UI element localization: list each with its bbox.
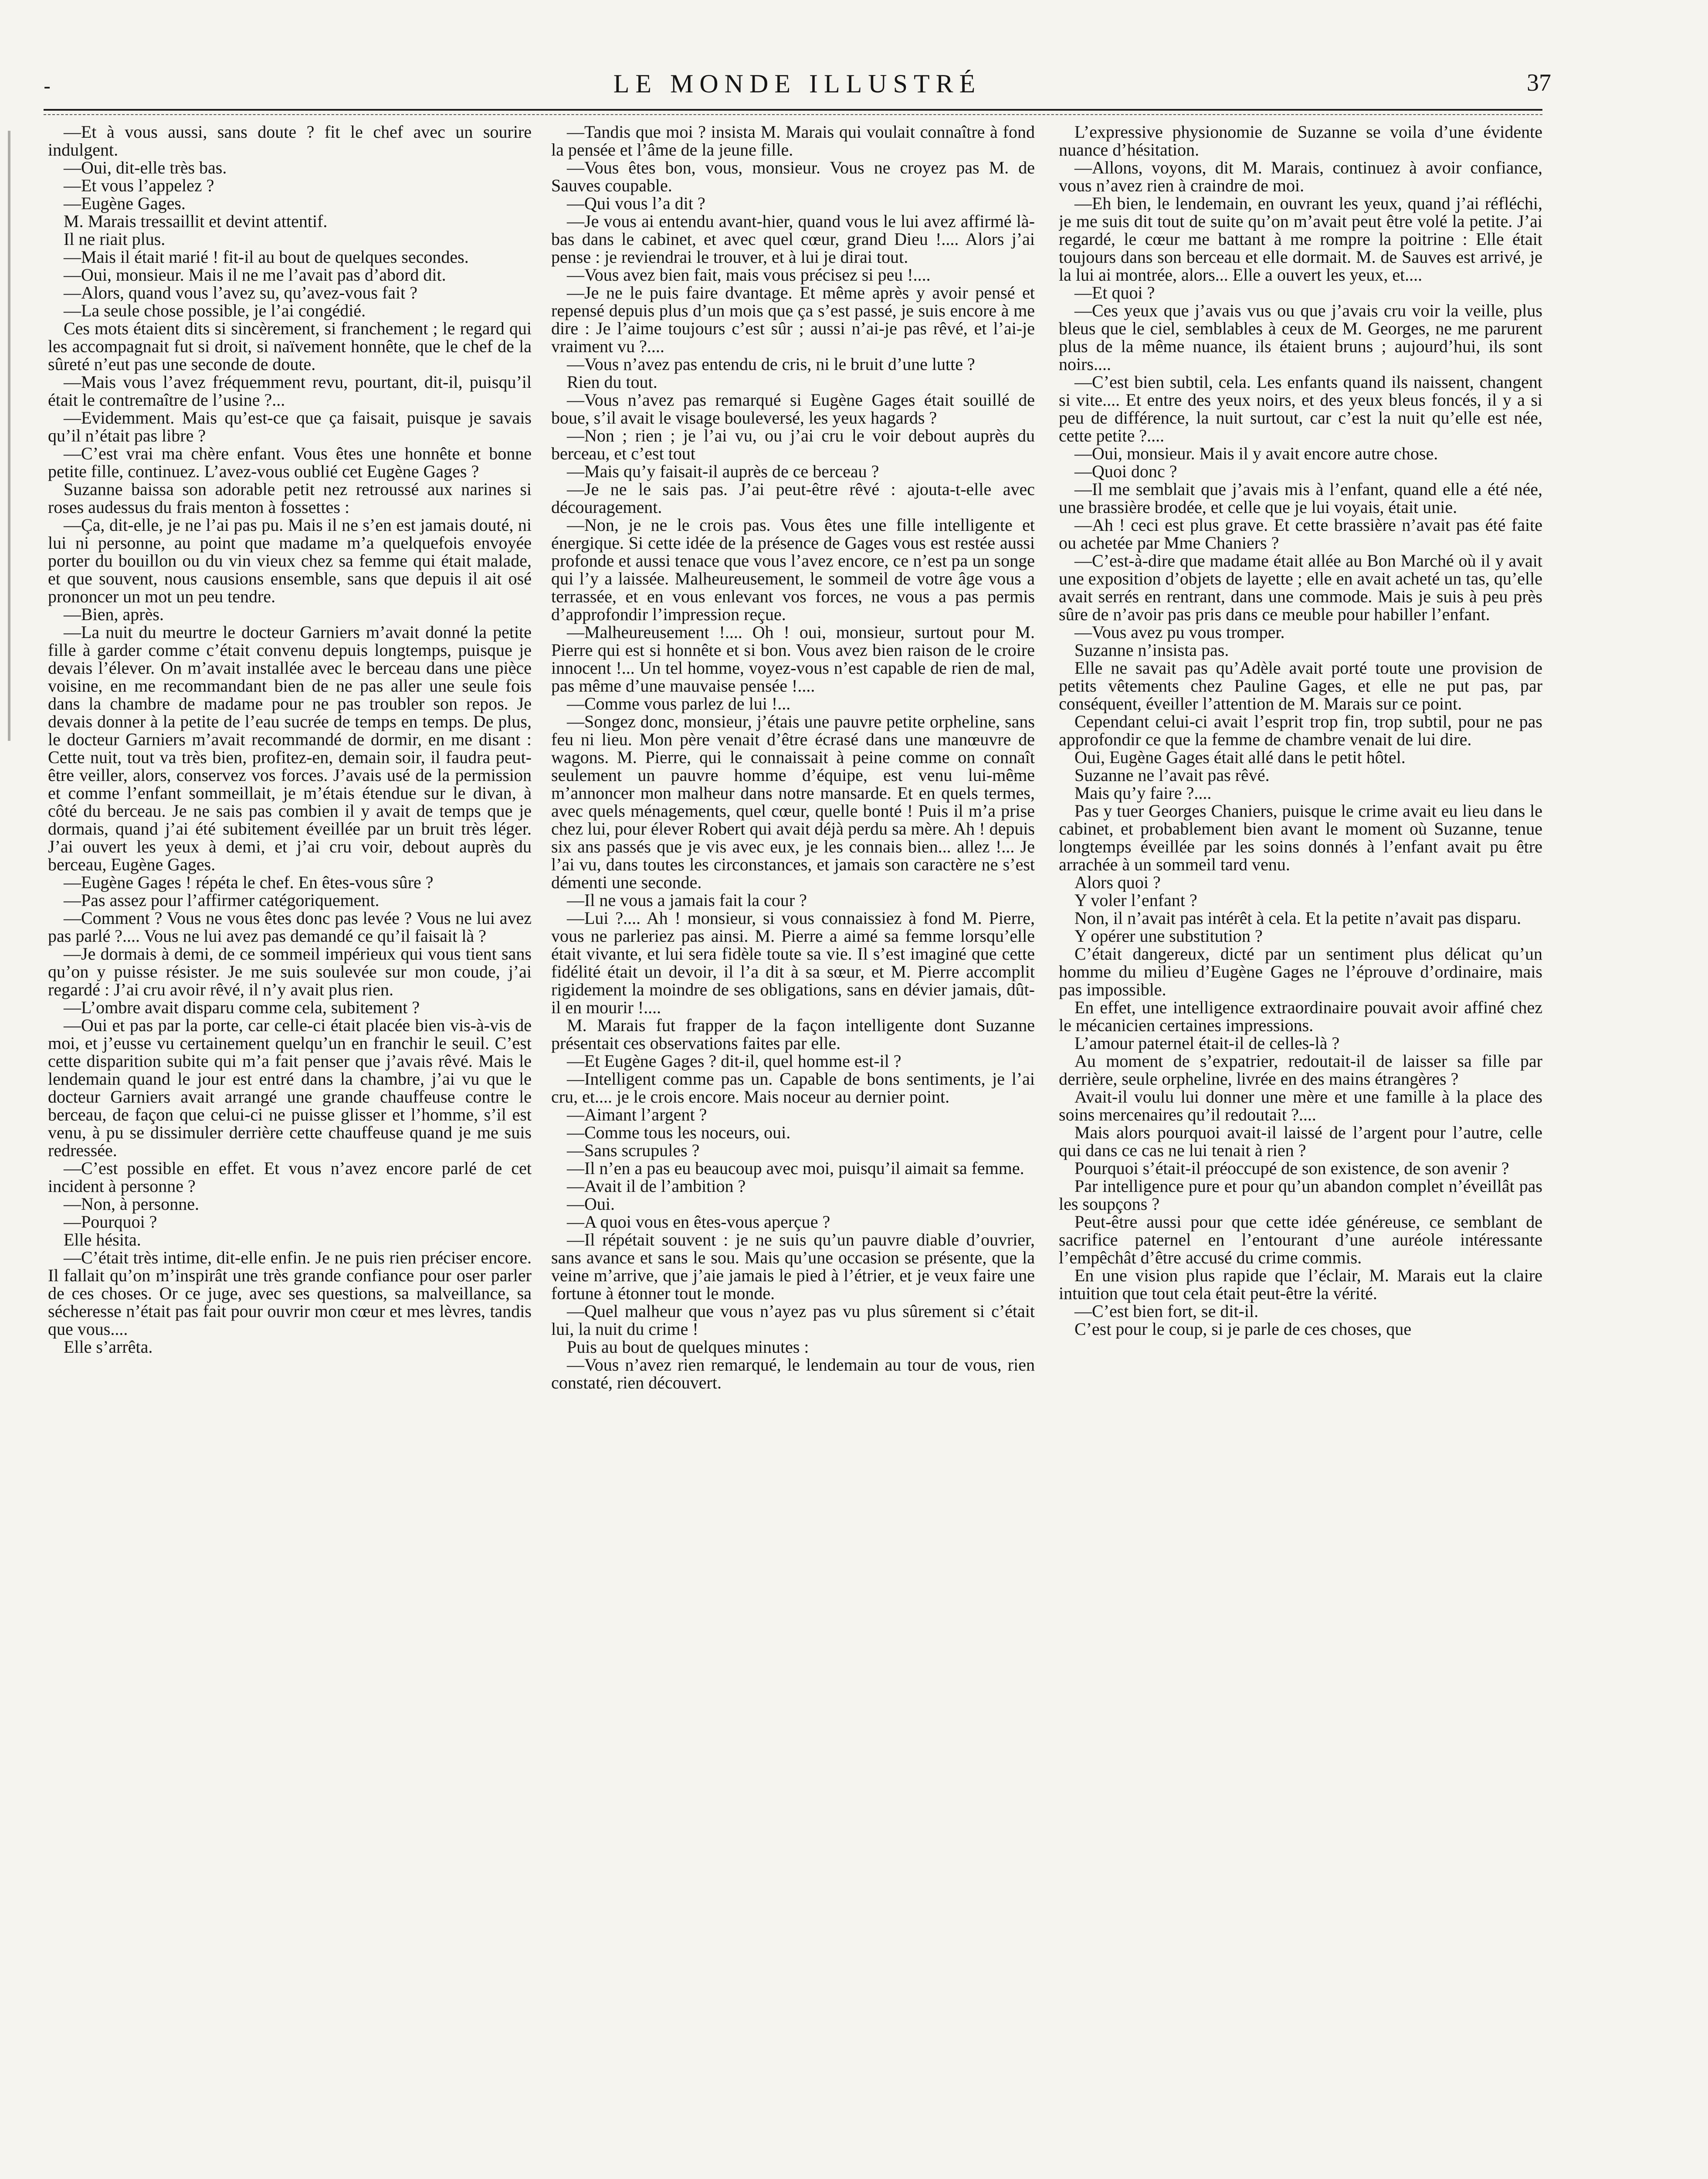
paragraph: Avait-il voulu lui donner une mère et une famille à la place des soins mercenaires qu’il redoutait ?.... — [1059, 1087, 1542, 1124]
text-column-2 — [551, 123, 1035, 2179]
paragraph: —Oui et pas par la porte, car celle-ci était placée bien vis-à-vis de moi, et j’eusse vu certainement quelqu’un en franchir le seuil. C’est cette disparition subite qui m’a fait penser que j’avais rêvé. Mais le lendemain quand le jour est entré dans la chambre, j’ai vu que le docteur Garniers avait arrangé une grande chauffeuse contre le berceau, de façon que celui-ci ne puisse glisser et l’homme, s’il est venu, à pu se dissimuler derrière cette chauffeuse quand je me suis redressée. — [48, 1015, 532, 1160]
paragraph: —Tandis que moi ? insista M. Marais qui voulait connaître à fond la pensée et l’âme de la jeune fille. — [551, 123, 1035, 160]
paragraph: —Je vous ai entendu avant-hier, quand vous le lui avez affirmé là-bas dans le cabinet, et avec quel cœur, grand Dieu !.... Alors j’ai pense : je reviendrai le trouver, et à lui je dirai tout. — [551, 211, 1035, 267]
paragraph: —Il me semblait que j’avais mis à l’enfant, quand elle a été née, une brassière brodée, et celle que je lui voyais, était unie. — [1059, 479, 1542, 517]
paragraph: —Ça, dit-elle, je ne l’ai pas pu. Mais il ne s’en est jamais douté, ni lui ni personne, au point que madame m’a quelquefois envoyée porter du bouillon ou du vin vieux chez sa femme qui était malade, et que souvent, nous causions ensemble, sans que depuis il ait osé prononcer un mot un peu tendre. — [48, 515, 532, 606]
paragraph: Alors quoi ? — [1074, 872, 1161, 892]
paragraph: —Mais qu’y faisait-il auprès de ce berceau ? — [567, 462, 879, 481]
paragraph: —Oui. — [567, 1194, 615, 1214]
paragraph: —Eugène Gages ! répéta le chef. En êtes-vous sûre ? — [64, 872, 434, 892]
paragraph: —C’est vrai ma chère enfant. Vous êtes une honnête et bonne petite fille, continuez. L’avez-vous oublié cet Eugène Gages ? — [48, 444, 532, 481]
paragraph: —C’est-à-dire que madame était allée au Bon Marché où il y avait une exposition d’objets de layette ; elle en avait acheté un tas, qu’elle avait serrés en rentrant, dans une commode. Mais je suis à peu près sûre de n’avoir pas pris dans ce meuble pour habiller l’enfant. — [1059, 551, 1542, 624]
paragraph: —Eh bien, le lendemain, en ouvrant les yeux, quand j’ai réfléchi, je me suis dit tout de suite qu’on m’avait peut être volé la petite. J’ai regardé, le cœur me battant à me rompre la poitrine : Elle était toujours dans son berceau et elle dormait. M. de Sauves est arrivé, je la lui ai montrée, alors... Elle a ouvert les yeux, et.... — [1059, 193, 1542, 285]
publication-title: LE MONDE ILLUSTRÉ — [613, 69, 982, 98]
paragraph: Y voler l’enfant ? — [1074, 890, 1197, 910]
text-column-3 — [1059, 123, 1542, 2179]
paragraph: Pas y tuer Georges Chaniers, puisque le crime avait eu lieu dans le cabinet, et probablement bien avant le moment où Suzanne, tenue longtemps éveillée par les soins donnés à l’enfant avait pu être arrachée à un sommeil tard venu. — [1059, 801, 1542, 874]
paragraph: —Oui, dit-elle très bas. — [64, 158, 227, 177]
paragraph: —Non ; rien ; je l’ai vu, ou j’ai cru le voir debout auprès du berceau, et c’est tout — [551, 426, 1035, 463]
paragraph: Mais alors pourquoi avait-il laissé de l’argent pour l’autre, celle qui dans ce cas ne lui tenait à rien ? — [1059, 1123, 1542, 1160]
paragraph: —Vous avez bien fait, mais vous précisez si peu !.... — [567, 265, 931, 285]
paragraph: —Il n’en a pas eu beaucoup avec moi, puisqu’il aimait sa femme. — [567, 1158, 1024, 1178]
paragraph: —Eugène Gages. — [64, 193, 186, 213]
paragraph: —Bien, après. — [64, 604, 164, 624]
paragraph: M. Marais fut frapper de la façon intelligente dont Suzanne présentait ces observations faites par elle. — [551, 1015, 1035, 1053]
paragraph: —Oui, monsieur. Mais il ne me l’avait pas d’abord dit. — [64, 265, 446, 285]
paragraph: —Vous avez pu vous tromper. — [1074, 622, 1285, 642]
paragraph: —Songez donc, monsieur, j’étais une pauvre petite orpheline, sans feu ni lieu. Mon père venait d’être écrasé dans une manœuvre de wagons. M. Pierre, qui le connaissait à peine comme on connaît seulement un pauvre homme d’équipe, est venu lui-même m’annoncer mon malheur dans notre mansarde. Et en quels termes, avec quels ménagements, quel cœur, quelle bonté ! Puis il m’a prise chez lui, pour élever Robert qui avait déjà perdu sa mère. Ah ! depuis six ans passés que je vis avec eux, je les connais bien... allez !... Je l’ai vu, dans toutes les circonstances, et jamais son caractère ne s’est démenti une seconde. — [551, 712, 1035, 892]
paragraph: —Il ne vous a jamais fait la cour ? — [567, 890, 807, 910]
paragraph: Il ne riait plus. — [64, 229, 166, 249]
paragraph: —Je dormais à demi, de ce sommeil impérieux qui vous tient sans qu’on y puisse résister. Je me suis soulevée sur mon coude, j’ai regardé : J’ai cru avoir rêvé, il n’y avait plus rien. — [48, 944, 532, 999]
paragraph: —Vous n’avez pas entendu de cris, ni le bruit d’une lutte ? — [567, 354, 975, 374]
paragraph: —Je ne le puis faire dvantage. Et même après y avoir pensé et repensé depuis plus d’un mois que ça s’est passé, je suis encore à me dire : Je l’aime toujours c’est sûr ; aussi n’ai-je pas rêvé, et l’ai-je vraiment vu ?.... — [551, 283, 1035, 356]
paragraph: —Mais vous l’avez fréquemment revu, pourtant, dit-il, puisqu’il était le contremaître de l’usine ?... — [48, 372, 532, 410]
paragraph: —Je ne le sais pas. J’ai peut-être rêvé : ajouta-t-elle avec découragement. — [551, 479, 1035, 517]
paragraph: Rien du tout. — [567, 372, 657, 392]
paragraph: —C’est bien fort, se dit-il. — [1074, 1301, 1259, 1321]
paragraph: —Lui ?.... Ah ! monsieur, si vous connaissiez à fond M. Pierre, vous ne parleriez pas ainsi. M. Pierre a aimé sa femme lorsqu’elle était vivante, et lui sera fidèle toute sa vie. Il s’est imaginé que cette fidélité était un devoir, il l’a dit à sa sœur, et M. Pierre accomplit rigidement la moindre de ses obligations, sans en dévier jamais, dût-il en mourir !.... — [551, 908, 1035, 1017]
paragraph: —Ces yeux que j’avais vus ou que j’avais cru voir la veille, plus bleus que le ciel, semblables à ceux de M. Georges, ne me parurent plus de la même nuance, ils étaient bruns ; aujourd’hui, ils sont noirs.... — [1059, 301, 1542, 374]
paragraph: —A quoi vous en êtes-vous aperçue ? — [567, 1212, 830, 1232]
text-column-1 — [48, 123, 532, 2179]
paragraph: —Sans scrupules ? — [567, 1140, 700, 1160]
paragraph: C’est pour le coup, si je parle de ces choses, que — [1074, 1319, 1412, 1339]
paragraph: —Il répétait souvent : je ne suis qu’un pauvre diable d’ouvrier, sans avance et sans le sou. Mais qu’une occasion se présente, que la veine m’arrive, que j’aie jamais le pied à l’étrier, et je veux faire une fortune à étonner tout le monde. — [551, 1230, 1035, 1303]
paragraph: —L’ombre avait disparu comme cela, subitement ? — [64, 998, 420, 1017]
paragraph: Mais qu’y faire ?.... — [1074, 783, 1212, 803]
paragraph: —Malheureusement !.... Oh ! oui, monsieur, surtout pour M. Pierre qui est si honnête et si bon. Vous avez bien raison de le croire innocent !... Un tel homme, voyez-vous n’est capable de rien de mal, pas même d’une mauvaise pensée !.... — [551, 622, 1035, 696]
paragraph: Oui, Eugène Gages était allé dans le petit hôtel. — [1074, 747, 1406, 767]
paragraph: —Evidemment. Mais qu’est-ce que ça faisait, puisque je savais qu’il n’était pas libre ? — [48, 408, 532, 445]
paragraph: —Comme vous parlez de lui !... — [567, 694, 791, 713]
paragraph: —Intelligent comme pas un. Capable de bons sentiments, je l’ai cru, et.... je le crois encore. Mais noceur au dernier point. — [551, 1069, 1035, 1106]
paragraph: Au moment de s’expatrier, redoutait-il de laisser sa fille par derrière, seule orpheline, livrée en des mains étrangères ? — [1059, 1051, 1542, 1089]
paragraph: Elle hésita. — [64, 1230, 141, 1249]
paragraph: —Qui vous l’a dit ? — [567, 193, 705, 213]
paragraph: —Aimant l’argent ? — [567, 1105, 707, 1124]
paragraph: —C’est bien subtil, cela. Les enfants quand ils naissent, changent si vite.... Et entre des yeux noirs, et des yeux bleus foncés, il y a si peu de différence, la nuit surtout, car c’est la nuit qu’elle est née, cette petite ?.... — [1059, 372, 1542, 445]
paragraph: —Et Eugène Gages ? dit-il, quel homme est-il ? — [567, 1051, 901, 1071]
paragraph: Suzanne ne l’avait pas rêvé. — [1074, 765, 1270, 785]
paragraph: —Non, je ne le crois pas. Vous êtes une fille intelligente et énergique. Si cette idée de la présence de Gages vous est restée aussi profonde et aussi tenace que vous l’avez encore, ce n’est pa un songe qui l’y a laissée. Malheureusement, le sommeil de votre âge vous a terrassée, et en vous enlevant vos forces, ne vous a pas permis d’approfondir l’impression reçue. — [551, 515, 1035, 624]
paragraph: L’expressive physionomie de Suzanne se voila d’une évidente nuance d’hésitation. — [1059, 123, 1542, 160]
paragraph: —C’est possible en effet. Et vous n’avez encore parlé de cet incident à personne ? — [48, 1158, 532, 1196]
paragraph: —Pourquoi ? — [64, 1212, 157, 1232]
paragraph: —Vous n’avez rien remarqué, le lendemain au tour de vous, rien constaté, rien découvert. — [551, 1355, 1035, 1392]
header-rule-dashed — [44, 114, 1542, 115]
page-header — [44, 65, 1551, 105]
paragraph: En une vision plus rapide que l’éclair, M. Marais eut la claire intuition que tout cela était peut-être la vérité. — [1059, 1266, 1542, 1303]
paragraph: L’amour paternel était-il de celles-là ? — [1074, 1033, 1340, 1053]
paragraph: M. Marais tressaillit et devint attentif. — [64, 211, 328, 231]
paragraph: —Vous n’avez pas remarqué si Eugène Gages était souillé de boue, s’il avait le visage bouleversé, les yeux hagards ? — [551, 390, 1035, 428]
paragraph: —Allons, voyons, dit M. Marais, continuez à avoir confiance, vous n’avez rien à craindre de moi. — [1059, 158, 1542, 195]
paragraph: —Avait il de l’ambition ? — [567, 1176, 746, 1196]
paragraph: —La nuit du meurtre le docteur Garniers m’avait donné la petite fille à garder comme c’était convenu depuis longtemps, puisque je devais l’élever. On m’avait installée avec le berceau dans une pièce voisine, en me recommandant bien de ne pas aller une seule fois dans la chambre de madame pour ne pas troubler son repos. Je devais donner à la petite de l’eau sucrée de temps en temps. De plus, le docteur Garniers m’avait recommandé de dormir, en me disant : Cette nuit, tout va très bien, profitez-en, demain soir, il faudra peut-être veiller, alors, conservez vos forces. J’avais usé de la permission et comme l’enfant sommeillait, je m’étais étendue sur le divan, à côté du berceau. Je ne sais pas combien il y avait de temps que je dormais, quand j’ai été subitement éveillée par un bruit très léger. J’ai ouvert les yeux à demi, et j’ai cru voir, debout auprès du berceau, Eugène Gages. — [48, 622, 532, 874]
paragraph: Puis au bout de quelques minutes : — [567, 1337, 809, 1357]
paragraph: C’était dangereux, dicté par un sentiment plus délicat qu’un homme du milieu d’Eugène Gages ne l’éprouve d’ordinaire, mais pas impossible. — [1059, 944, 1542, 999]
paragraph: —Vous êtes bon, vous, monsieur. Vous ne croyez pas M. de Sauves coupable. — [551, 158, 1035, 195]
paragraph: —Comment ? Vous ne vous êtes donc pas levée ? Vous ne lui avez pas parlé ?.... Vous ne lui avez pas demandé ce qu’il faisait là ? — [48, 908, 532, 946]
paragraph: —Pas assez pour l’affirmer catégoriquement. — [64, 890, 380, 910]
paragraph: Y opérer une substitution ? — [1074, 926, 1263, 946]
paragraph: Suzanne baissa son adorable petit nez retroussé aux narines si roses audessus du frais menton à fossettes : — [48, 479, 532, 517]
header-dash: - — [44, 74, 51, 98]
paragraph: —Ah ! ceci est plus grave. Et cette brassière n’avait pas été faite ou achetée par Mme Chaniers ? — [1059, 515, 1542, 553]
paragraph: Suzanne n’insista pas. — [1074, 640, 1229, 660]
page-number: 37 — [1527, 69, 1551, 96]
binding-edge-shadow — [8, 131, 10, 741]
paragraph: —Et à vous aussi, sans doute ? fit le chef avec un sourire indulgent. — [48, 123, 532, 160]
paragraph: —Mais il était marié ! fit-il au bout de quelques secondes. — [64, 247, 469, 267]
paragraph: Ces mots étaient dits si sincèrement, si franchement ; le regard qui les accompagnait fut si droit, si naïvement honnête, que le chef de la sûreté n’eut pas une seconde de doute. — [48, 319, 532, 374]
paragraph: En effet, une intelligence extraordinaire pouvait avoir affiné chez le mécanicien certaines impressions. — [1059, 998, 1542, 1035]
paragraph: —C’était très intime, dit-elle enfin. Je ne puis rien préciser encore. Il fallait qu’on m’inspirât une très grande confiance pour oser parler de ces choses. Or ce juge, avec ses questions, sa malveillance, sa sécheresse n’était pas fait pour ouvrir mon cœur et mes lèvres, tandis que vous.... — [48, 1248, 532, 1339]
header-rule — [44, 109, 1542, 111]
paragraph: —Quel malheur que vous n’ayez pas vu plus sûrement si c’était lui, la nuit du crime ! — [551, 1301, 1035, 1339]
paragraph: Par intelligence pure et pour qu’un abandon complet n’éveillât pas les soupçons ? — [1059, 1176, 1542, 1214]
paragraph: —Quoi donc ? — [1074, 462, 1177, 481]
paragraph: Pourquoi s’était-il préoccupé de son existence, de son avenir ? — [1074, 1158, 1509, 1178]
paragraph: —La seule chose possible, je l’ai congédié. — [64, 301, 366, 320]
paragraph: —Et vous l’appelez ? — [64, 176, 214, 195]
paragraph: —Comme tous les noceurs, oui. — [567, 1123, 791, 1142]
paragraph: Peut-être aussi pour que cette idée généreuse, ce semblant de sacrifice paternel en l’entourant d’une auréole intéressante l’empêchât d’être accusé du crime commis. — [1059, 1212, 1542, 1267]
paragraph: —Alors, quand vous l’avez su, qu’avez-vous fait ? — [64, 283, 417, 302]
paragraph: Cependant celui-ci avait l’esprit trop fin, trop subtil, pour ne pas approfondir ce que la femme de chambre venait de lui dire. — [1059, 712, 1542, 749]
paragraph: —Et quoi ? — [1074, 283, 1155, 302]
paragraph: Elle ne savait pas qu’Adèle avait porté toute une provision de petits vêtements chez Pauline Gages, et elle ne put pas, par conséquent, éveiller l’attention de M. Marais sur ce point. — [1059, 658, 1542, 713]
paragraph: —Oui, monsieur. Mais il y avait encore autre chose. — [1074, 444, 1438, 463]
paragraph: Elle s’arrêta. — [64, 1337, 153, 1357]
paragraph: Non, il n’avait pas intérêt à cela. Et la petite n’avait pas disparu. — [1074, 908, 1522, 928]
paragraph: —Non, à personne. — [64, 1194, 200, 1214]
